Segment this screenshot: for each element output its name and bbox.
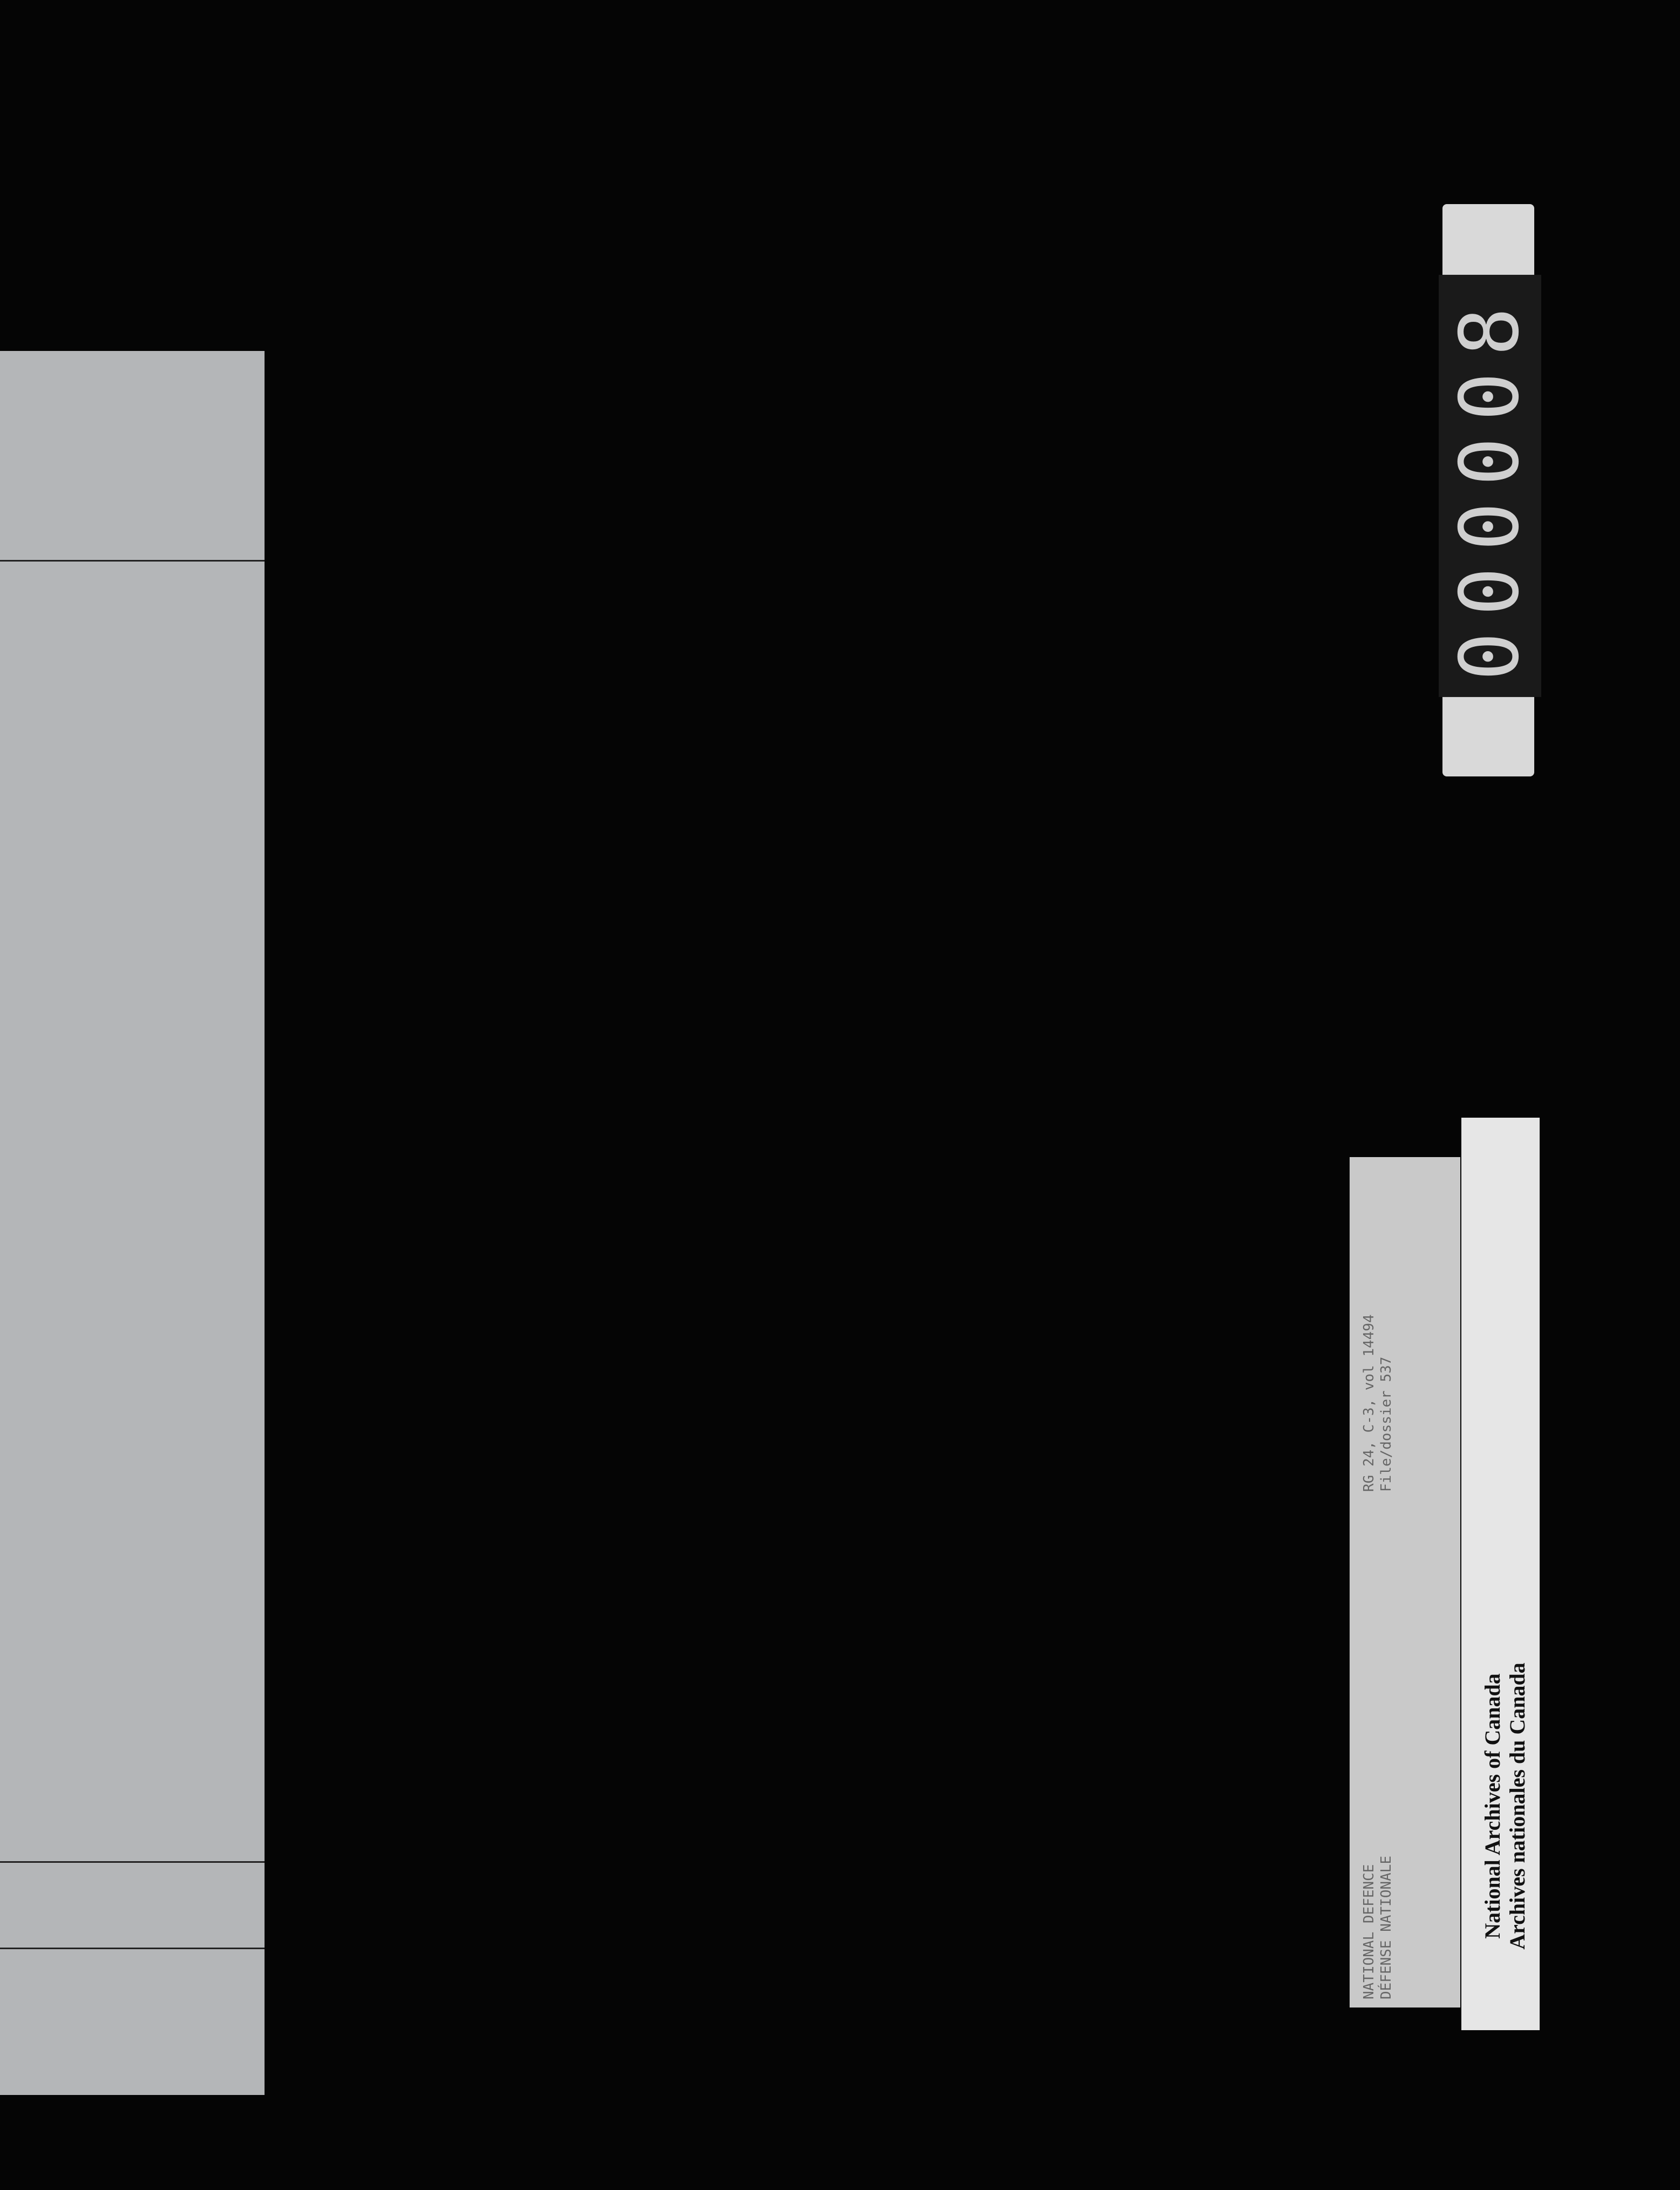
ref-stamp [1360,1314,1395,1492]
dept-stamp [1360,1856,1395,1999]
war-diary-form [0,351,265,2095]
archives-line-en: National Archives of Canada [1480,1673,1505,1939]
ref-line: RG 24, C-3, vol 14494 [1361,1314,1377,1492]
dept-line: DÉFENSE NATIONALE [1378,1855,1394,1999]
col-divider [0,1948,265,1949]
frame-counter: 000008 [1439,275,1541,697]
ref-line: File/dossier 537 [1378,1356,1394,1492]
archive-reference-stamp [1350,1157,1460,2008]
dept-line: NATIONAL DEFENCE [1361,1864,1377,1999]
archives-line-fr: Archives nationales du Canada [1505,1662,1529,1950]
col-divider [0,1861,265,1863]
archives-label [1461,1118,1540,2030]
archives-text [1480,1631,1530,1982]
col-divider [0,560,265,562]
